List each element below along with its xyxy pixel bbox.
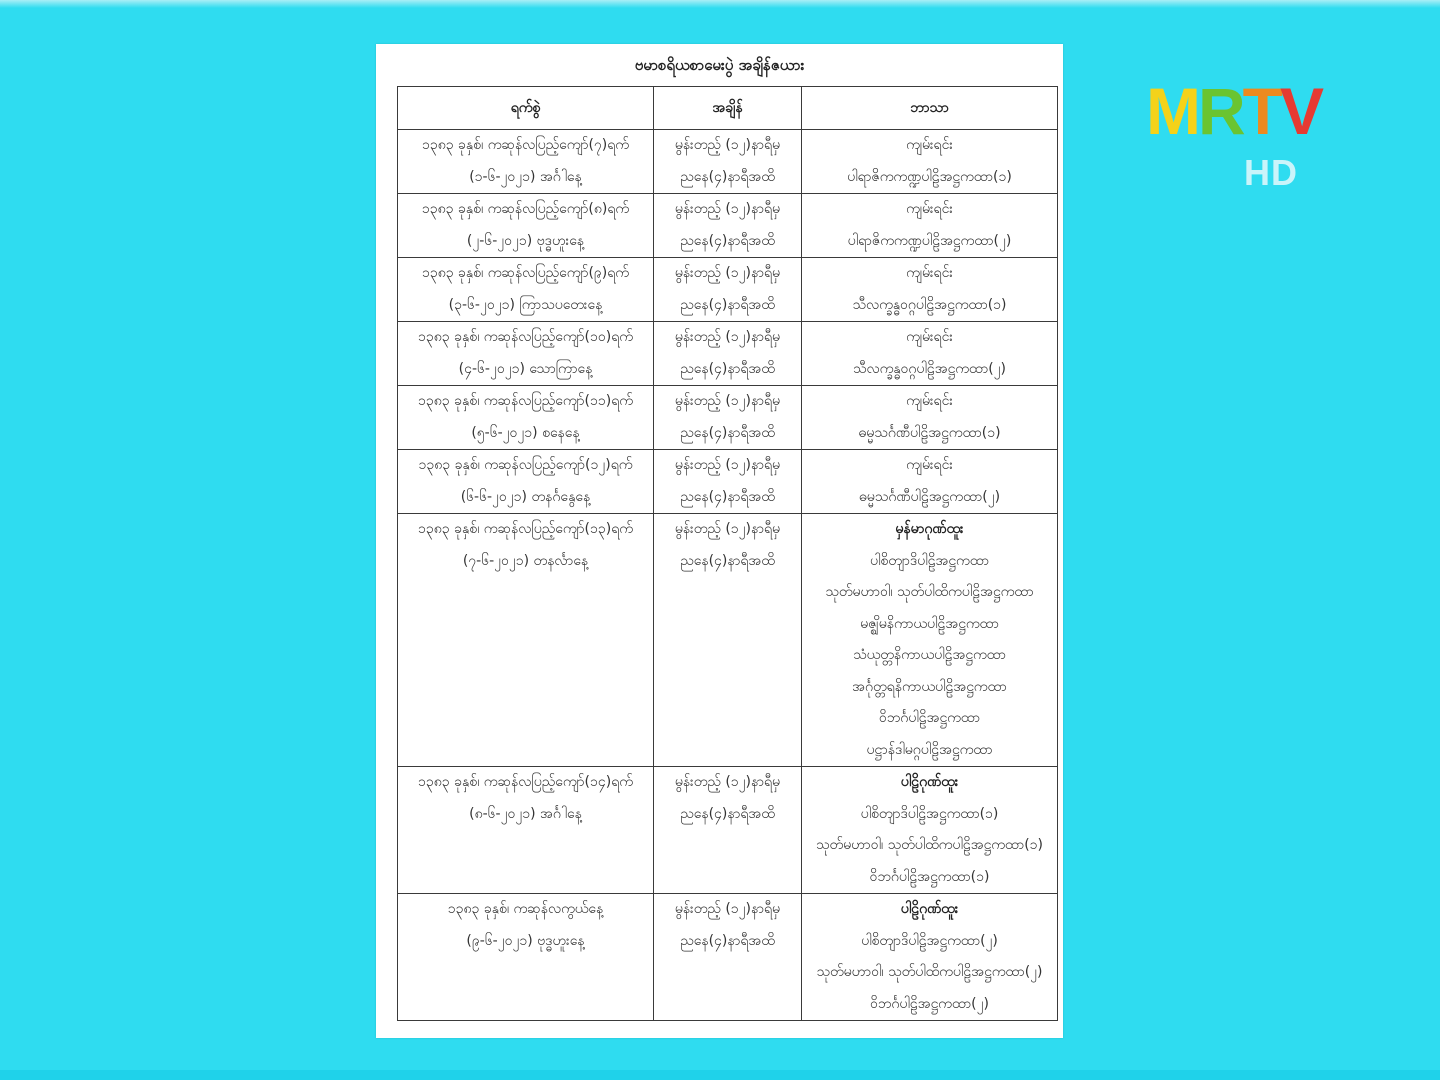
time-line: ညနေ(၄)နာရီအထိ [680,296,775,313]
time-line: မွန်းတည့် (၁၂)နာရီမှ [674,774,781,790]
bottom-edge [0,1070,1440,1080]
subject-line: ပါစိတျာဒိပါဠိအဋ္ဌကထာ(၁) [860,805,999,822]
time-line: မွန်းတည့် (၁၂)နာရီမှ [674,901,781,917]
date-line: ၁၃၈၃ ခုနှစ်၊ ကဆုန်လပြည့်ကျော်(၁၂)ရက် [418,457,633,473]
date-line: (၃-၆-၂၀၂၁) ကြာသပတေးနေ့ [448,296,603,313]
mrtv-logo-text [1146,74,1322,148]
date-line: ၁၃၈၃ ခုနှစ်၊ ကဆုန်လပြည့်ကျော်(၁၀)ရက် [418,329,633,345]
table-row [398,386,1058,450]
date-line: (၇-၆-၂၀၂၁) တနင်္လာနေ့ [462,552,589,569]
exam-schedule-document [376,44,1063,1038]
time-line: မွန်းတည့် (၁၂)နာရီမှ [674,329,781,345]
date-cell [398,767,654,894]
table-row [398,258,1058,322]
subject-cell [802,514,1058,767]
schedule-body [398,130,1058,1021]
subject-heading: ပါဠိဂုဏ်ထူး [900,901,959,917]
time-line: ညနေ(၄)နာရီအထိ [680,232,775,249]
subject-line: အင်္ဂုတ္တရနိကာယပါဠိအဋ္ဌကထာ [852,678,1007,695]
subject-line: ပါရာဇိကကဏ္ဍပါဠိအဋ္ဌကထာ(၁) [847,168,1012,185]
column-header-subject: ဘာသာ [802,87,1058,130]
subject-line: ဝိဘင်္ဂပါဠိအဋ္ဌကထာ(၂) [870,995,989,1012]
subject-heading: မှန်မာဂုဏ်ထူး [895,521,964,537]
date-line: (၈-၆-၂၀၂၁) အင်္ဂါနေ့ [469,805,582,822]
subject-line: ဓမ္မသင်္ဂဏီပါဠိအဋ္ဌကထာ(၂) [858,488,1001,505]
time-cell [654,322,802,386]
time-line: မွန်းတည့် (၁၂)နာရီမှ [674,265,781,281]
subject-line: ဝိဘင်္ဂပါဠိအဋ္ဌကထာ [878,710,981,726]
time-line: မွန်းတည့် (၁၂)နာရီမှ [674,137,781,153]
subject-line: ကျမ်းရင်း [906,137,953,153]
subject-cell [802,386,1058,450]
subject-cell [802,322,1058,386]
date-line: (၂-၆-၂၀၂၁) ဗုဒ္ဓဟူးနေ့ [466,232,585,249]
subject-line: ပါစိတျာဒိပါဠိအဋ္ဌကထာ(၂) [861,932,998,949]
subject-line: သီလက္ခန္ဓဝဂ္ဂပါဠိအဋ္ဌကထာ(၂) [852,360,1007,377]
time-line: ညနေ(၄)နာရီအထိ [680,360,775,377]
time-line: မွန်းတည့် (၁၂)နာရီမှ [674,393,781,409]
date-line: ၁၃၈၃ ခုနှစ်၊ ကဆုန်လပြည့်ကျော်(၁၄)ရက် [418,774,633,790]
time-line: ညနေ(၄)နာရီအထိ [680,932,775,949]
time-cell [654,514,802,767]
column-header-date: ရက်စွဲ [398,87,654,130]
logo-hd-suffix: HD [1244,152,1298,193]
table-row [398,450,1058,514]
time-line: ညနေ(၄)နာရီအထိ [680,168,775,185]
date-line: (၄-၆-၂၀၂၁) သောကြာနေ့ [458,360,593,377]
logo-letter-m: M [1146,74,1198,148]
time-cell [654,258,802,322]
time-line: ညနေ(၄)နာရီအထိ [680,552,775,569]
subject-line: ကျမ်းရင်း [906,265,953,281]
subject-line: ကျမ်းရင်း [906,457,953,473]
subject-line: ဝိဘင်္ဂပါဠိအဋ္ဌကထာ(၁) [869,868,990,885]
time-line: မွန်းတည့် (၁၂)နာရီမှ [674,457,781,473]
date-line: ၁၃၈၃ ခုနှစ်၊ ကဆုန်လကွယ်နေ့ [447,901,604,917]
date-cell [398,130,654,194]
subject-line: သုတ်မဟာဝါ၊ သုတ်ပါထိကပါဠိအဋ္ဌကထာ(၁) [816,837,1043,853]
subject-line: ဓမ္မသင်္ဂဏီပါဠိအဋ္ဌကထာ(၁) [858,424,1001,441]
logo-letter-t: T [1242,74,1280,148]
subject-cell [802,258,1058,322]
date-cell [398,450,654,514]
time-cell [654,386,802,450]
table-row [398,514,1058,767]
date-line: (၆-၆-၂၀၂၁) တနင်္ဂနွေနေ့ [460,488,591,505]
top-edge-highlight [0,0,1440,8]
time-cell [654,767,802,894]
date-line: ၁၃၈၃ ခုနှစ်၊ ကဆုန်လပြည့်ကျော်(၉)ရက် [421,265,629,281]
subject-line: ကျမ်းရင်း [906,393,953,409]
logo-letter-v: V [1279,74,1322,148]
time-line: ညနေ(၄)နာရီအထိ [680,805,775,822]
time-cell [654,130,802,194]
mrtv-hd-logo [1146,74,1322,198]
table-row [398,767,1058,894]
date-cell [398,386,654,450]
date-cell [398,894,654,1021]
subject-line: သံယုတ္တနိကာယပါဠိအဋ္ဌကထာ [853,647,1006,663]
table-header-row [398,87,1058,130]
date-line: ၁၃၈၃ ခုနှစ်၊ ကဆုန်လပြည့်ကျော်(၈)ရက် [421,201,630,217]
date-line: (၁-၆-၂၀၂၁) အင်္ဂါနေ့ [469,168,582,185]
subject-line: သုတ်မဟာဝါ၊ သုတ်ပါထိကပါဠိအဋ္ဌကထာ(၂) [816,964,1043,980]
subject-line: သီလက္ခန္ဓဝဂ္ဂပါဠိအဋ္ဌကထာ(၁) [852,296,1007,313]
time-cell [654,194,802,258]
time-cell [654,894,802,1021]
time-line: ညနေ(၄)နာရီအထိ [680,488,775,505]
subject-cell [802,450,1058,514]
date-line: ၁၃၈၃ ခုနှစ်၊ ကဆုန်လပြည့်ကျော်(၇)ရက် [421,137,629,153]
subject-cell [802,130,1058,194]
date-line: (၉-၆-၂၀၂၁) ဗုဒ္ဓဟူးနေ့ [466,932,585,949]
date-cell [398,194,654,258]
subject-line: ပါရာဇိကကဏ္ဍပါဠိအဋ္ဌကထာ(၂) [847,232,1012,249]
date-cell [398,322,654,386]
subject-line: ကျမ်းရင်း [906,201,953,217]
subject-cell [802,767,1058,894]
table-row [398,894,1058,1021]
schedule-table [397,86,1058,1021]
column-header-time: အချိန် [654,87,802,130]
time-line: မွန်းတည့် (၁၂)နာရီမှ [674,201,781,217]
subject-cell [802,194,1058,258]
subject-line: ကျမ်းရင်း [906,329,953,345]
subject-line: မဇ္ဈိမနိကာယပါဠိအဋ္ဌကထာ [860,615,999,632]
subject-line: ပဋ္ဌာန်ဒါမဂ္ဂပါဠိအဋ္ဌကထာ [866,741,993,758]
date-cell [398,514,654,767]
date-line: ၁၃၈၃ ခုနှစ်၊ ကဆုန်လပြည့်ကျော်(၁၁)ရက် [418,393,633,409]
logo-letter-r: R [1197,74,1243,148]
table-row [398,322,1058,386]
table-row [398,194,1058,258]
document-title: ဗမာစရိယစာမေးပွဲ အချိန်ဇယား [634,56,805,74]
time-cell [654,450,802,514]
date-cell [398,258,654,322]
time-line: ညနေ(၄)နာရီအထိ [680,424,775,441]
subject-line: ပါစိတျာဒိပါဠိအဋ္ဌကထာ [870,552,989,569]
subject-heading: ပါဠိဂုဏ်ထူး [900,774,959,790]
table-row [398,130,1058,194]
date-line: (၅-၆-၂၀၂၁) စနေနေ့ [471,424,580,441]
date-line: ၁၃၈၃ ခုနှစ်၊ ကဆုန်လပြည့်ကျော်(၁၃)ရက် [418,521,633,537]
time-line: မွန်းတည့် (၁၂)နာရီမှ [674,521,781,537]
subject-cell [802,894,1058,1021]
subject-line: သုတ်မဟာဝါ၊ သုတ်ပါထိကပါဠိအဋ္ဌကထာ [825,584,1034,600]
